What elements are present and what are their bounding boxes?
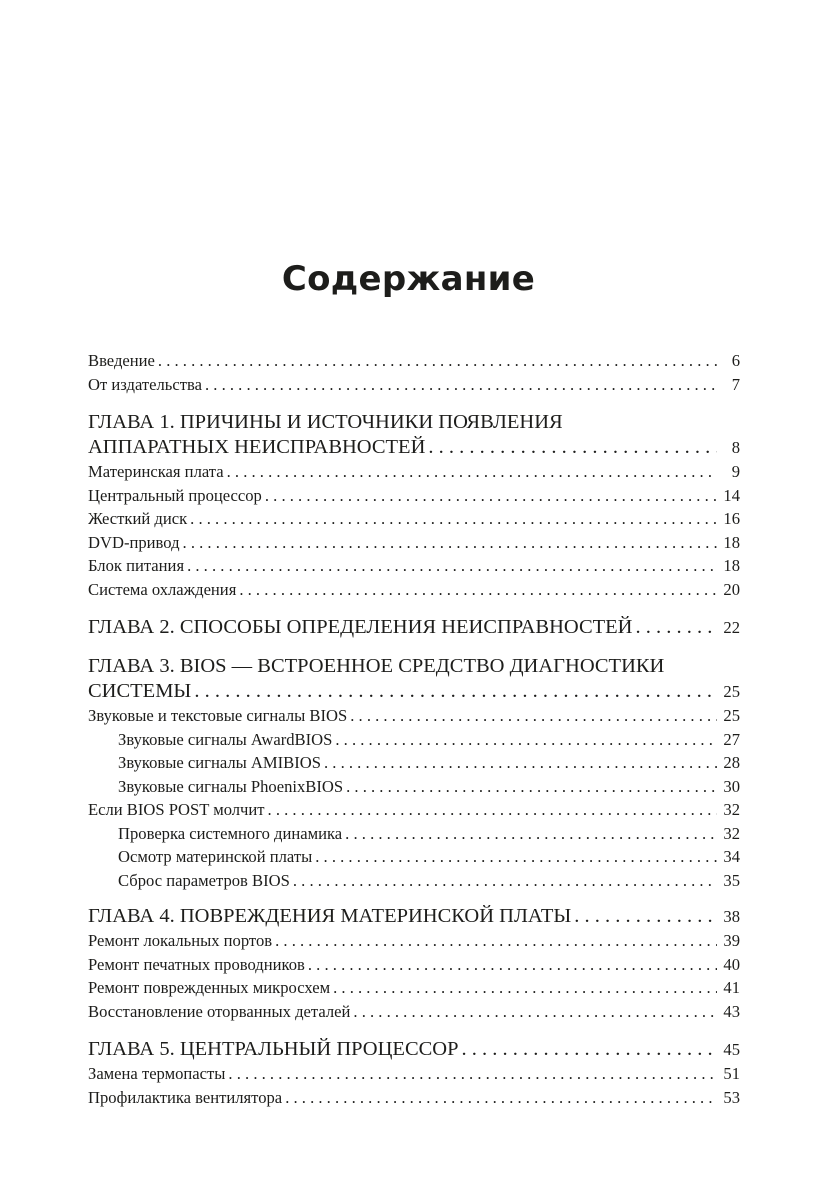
chapter-heading-label: ГЛАВА 2. СПОСОБЫ ОПРЕДЕЛЕНИЯ НЕИСПРАВНОСТЕЙ	[88, 616, 633, 638]
toc-entry-label: Замена термопасты	[88, 1064, 226, 1083]
toc-entry-page: 39	[723, 931, 740, 950]
toc-subentry[interactable]	[88, 751, 740, 775]
dot-leader	[574, 904, 717, 929]
dot-leader	[462, 1037, 718, 1062]
toc-entry-label: Материнская плата	[88, 462, 224, 481]
toc-entry-page: 25	[723, 706, 740, 725]
toc-entry[interactable]	[88, 554, 740, 578]
toc-entry-page: 38	[723, 907, 740, 926]
dot-leader	[324, 751, 717, 775]
toc-entry-page: 16	[723, 509, 740, 528]
chapter-heading-line1[interactable]: ГЛАВА 3. BIOS — ВСТРОЕННОЕ СРЕДСТВО ДИАГНОСТИКИ	[88, 655, 665, 677]
toc-entry-label: Профилактика вентилятора	[88, 1087, 283, 1107]
toc-entry-page: 18	[723, 532, 740, 552]
toc-entry[interactable]	[88, 1062, 740, 1086]
dot-leader	[345, 822, 717, 846]
dot-leader	[227, 460, 717, 484]
toc-entry-label: Звуковые и текстовые сигналы BIOS	[88, 706, 348, 725]
toc-subentry[interactable]	[88, 869, 740, 893]
chapter-heading-label: ГЛАВА 4. ПОВРЕЖДЕНИЯ МАТЕРИНСКОЙ ПЛАТЫ	[88, 905, 572, 927]
toc-entry-label: Сброс параметров BIOS	[118, 870, 290, 890]
toc-entry-page: 43	[723, 1001, 740, 1021]
toc-entry-label: Ремонт печатных проводников	[88, 954, 305, 974]
toc-entry-page: 40	[723, 954, 740, 974]
toc-entry[interactable]	[88, 1000, 740, 1024]
toc-entry[interactable]	[88, 976, 740, 1000]
toc-entry[interactable]	[88, 373, 740, 397]
toc-subentry[interactable]	[88, 822, 740, 846]
dot-leader	[293, 869, 717, 893]
chapter-heading-label: СИСТЕМЫ	[88, 680, 192, 702]
dot-leader	[335, 728, 717, 752]
toc-entry[interactable]	[88, 953, 740, 977]
toc-entry-page: 8	[731, 438, 740, 457]
chapter-heading-label: ГЛАВА 5. ЦЕНТРАЛЬНЫЙ ПРОЦЕССОР	[88, 1038, 459, 1060]
chapter-heading[interactable]	[88, 679, 740, 704]
dot-leader	[275, 929, 717, 953]
dot-leader	[635, 615, 717, 640]
dot-leader	[285, 1086, 717, 1110]
toc-entry-page: 35	[723, 870, 740, 890]
toc-entry-page: 20	[723, 579, 740, 599]
toc-entry-label: Восстановление оторванных деталей	[88, 1001, 351, 1021]
toc-subentry[interactable]	[88, 845, 740, 869]
toc-entry-label: Введение	[88, 351, 155, 370]
toc-entry[interactable]	[88, 507, 740, 531]
toc-subentry[interactable]	[88, 775, 740, 799]
toc-entry-page: 27	[723, 729, 740, 749]
toc-entry[interactable]	[88, 531, 740, 555]
toc-entry-label: Звуковые сигналы PhoenixBIOS	[118, 776, 344, 796]
toc-entry-page: 6	[731, 351, 740, 370]
dot-leader	[353, 1000, 717, 1024]
toc-entry-page: 22	[723, 618, 740, 637]
toc-entry-page: 30	[723, 776, 740, 796]
page-title: Содержание	[281, 259, 536, 299]
toc-entry[interactable]	[88, 484, 740, 508]
dot-leader	[190, 507, 717, 531]
dot-leader	[183, 531, 717, 555]
dot-leader	[239, 578, 717, 602]
dot-leader	[350, 704, 717, 728]
toc-subentry[interactable]	[88, 728, 740, 752]
chapter-heading-label: АППАРАТНЫХ НЕИСПРАВНОСТЕЙ	[88, 436, 426, 458]
toc-entry-label: Если BIOS POST молчит	[88, 800, 265, 819]
toc-entry[interactable]	[88, 578, 740, 602]
toc-entry-page: 28	[723, 753, 740, 772]
chapter-heading[interactable]	[88, 435, 740, 460]
dot-leader	[205, 373, 717, 397]
toc-entry-page: 25	[723, 682, 740, 701]
toc-entry-label: Осмотр материнской платы	[118, 847, 313, 866]
toc-entry-page: 32	[723, 823, 740, 843]
toc-entry-page: 41	[723, 978, 740, 997]
chapter-heading-line1[interactable]: ГЛАВА 1. ПРИЧИНЫ И ИСТОЧНИКИ ПОЯВЛЕНИЯ	[88, 411, 563, 433]
toc-entry-page: 9	[731, 462, 740, 481]
dot-leader	[194, 679, 717, 704]
toc-entry-label: DVD-привод	[88, 532, 180, 552]
toc-entry-page: 53	[723, 1087, 740, 1107]
toc-entry-page: 18	[723, 556, 740, 575]
table-of-contents	[88, 349, 740, 1109]
dot-leader	[228, 1062, 717, 1086]
dot-leader	[265, 484, 717, 508]
toc-entry-page: 32	[723, 800, 740, 819]
toc-entry-page: 7	[731, 374, 740, 394]
dot-leader	[268, 798, 717, 822]
toc-entry-page: 34	[723, 847, 740, 866]
toc-entry-page: 51	[723, 1064, 740, 1083]
chapter-heading[interactable]	[88, 1037, 740, 1062]
toc-entry[interactable]	[88, 704, 740, 728]
chapter-heading[interactable]	[88, 615, 740, 640]
dot-leader	[187, 554, 717, 578]
toc-entry-label: Система охлаждения	[88, 579, 237, 599]
dot-leader	[308, 953, 717, 977]
toc-entry-page: 14	[723, 485, 740, 505]
toc-entry-label: Блок питания	[88, 556, 185, 575]
toc-entry[interactable]	[88, 929, 740, 953]
toc-entry[interactable]	[88, 798, 740, 822]
toc-entry-page: 45	[723, 1040, 740, 1059]
toc-entry-label: Центральный процессор	[88, 485, 262, 505]
dot-leader	[315, 845, 717, 869]
toc-entry[interactable]	[88, 349, 740, 373]
dot-leader	[346, 775, 717, 799]
toc-entry-label: Звуковые сигналы AwardBIOS	[118, 729, 333, 749]
toc-entry-label: Звуковые сигналы AMIBIOS	[118, 753, 321, 772]
toc-entry[interactable]	[88, 1086, 740, 1110]
toc-entry-label: Проверка системного динамика	[118, 823, 343, 843]
toc-entry-label: От издательства	[88, 374, 202, 394]
chapter-heading[interactable]	[88, 904, 740, 929]
toc-entry-label: Ремонт поврежденных микросхем	[88, 978, 331, 997]
dot-leader	[158, 349, 717, 373]
toc-entry-label: Ремонт локальных портов	[88, 931, 273, 950]
toc-entry[interactable]	[88, 460, 740, 484]
toc-entry-label: Жесткий диск	[88, 509, 188, 528]
dot-leader	[428, 435, 717, 460]
dot-leader	[333, 976, 717, 1000]
